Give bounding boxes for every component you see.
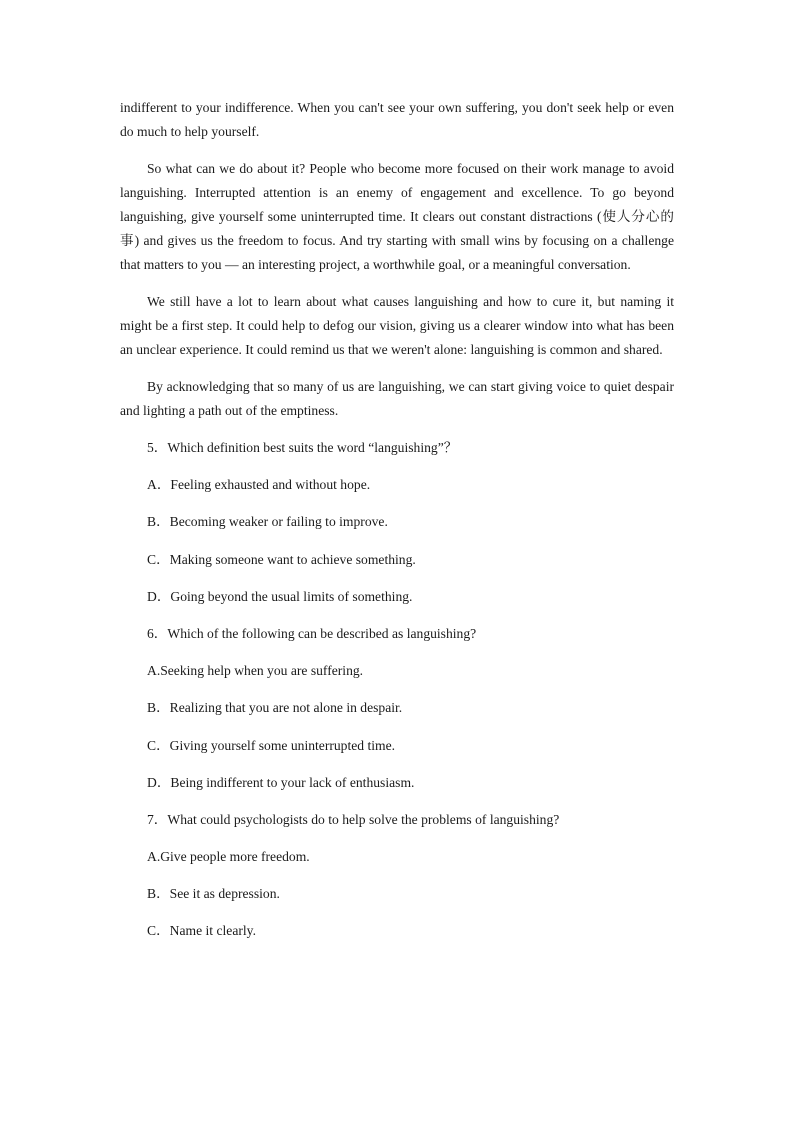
question-7-option-b: B．See it as depression. xyxy=(147,886,280,902)
question-5-option-c: C．Making someone want to achieve something. xyxy=(147,551,416,567)
paragraph-continuation: indifferent to your indifference. When you can't see your own suffering, you don't seek help or even do much to help yourself. xyxy=(120,100,674,139)
paragraph-naming: We still have a lot to learn about what causes languishing and how to cure it, but naming it might be a first step. It could help to defog our vision, giving us a clearer window into what has been an unclear experience. It could remind us that we weren't alone: languishing is common and shared. xyxy=(120,294,674,357)
question-6-option-b: B．Realizing that you are not alone in despair. xyxy=(147,700,403,716)
question-5-stem: 5．Which definition best suits the word “languishing”？ xyxy=(147,440,458,455)
question-6-option-d: D．Being indifferent to your lack of enthusiasm. xyxy=(147,774,415,790)
question-6-option-c: C．Giving yourself some uninterrupted time. xyxy=(147,737,396,753)
question-5-option-b: B．Becoming weaker or failing to improve. xyxy=(147,514,388,530)
question-7-stem: 7．What could psychologists do to help solve the problems of languishing? xyxy=(147,811,560,827)
question-5-option-a: A．Feeling exhausted and without hope. xyxy=(147,477,371,493)
question-7-option-a: A.Give people more freedom. xyxy=(147,849,310,865)
question-6-option-a: A.Seeking help when you are suffering. xyxy=(147,663,364,679)
question-5-option-d: D．Going beyond the usual limits of something. xyxy=(147,588,413,604)
question-block xyxy=(120,436,674,957)
document-content xyxy=(120,96,674,957)
paragraph-solutions: So what can we do about it? People who become more focused on their work manage to avoid languishing. Interrupted attention is an enemy of engagement and excellence. To go beyond languishing, give yourself some uninterrupted time. It clears out constant distractions (使人分心的事) and gives us the freedom to focus. And try starting with small wins by focusing on a challenge that matters to you — an interesting project, a worthwhile goal, or a meaningful conversation. xyxy=(120,161,674,272)
paragraph-conclusion: By acknowledging that so many of us are languishing, we can start giving voice to quiet despair and lighting a path out of the emptiness. xyxy=(120,379,674,418)
question-7-option-c: C．Name it clearly. xyxy=(147,923,256,939)
question-6-stem: 6．Which of the following can be described as languishing? xyxy=(147,625,477,641)
